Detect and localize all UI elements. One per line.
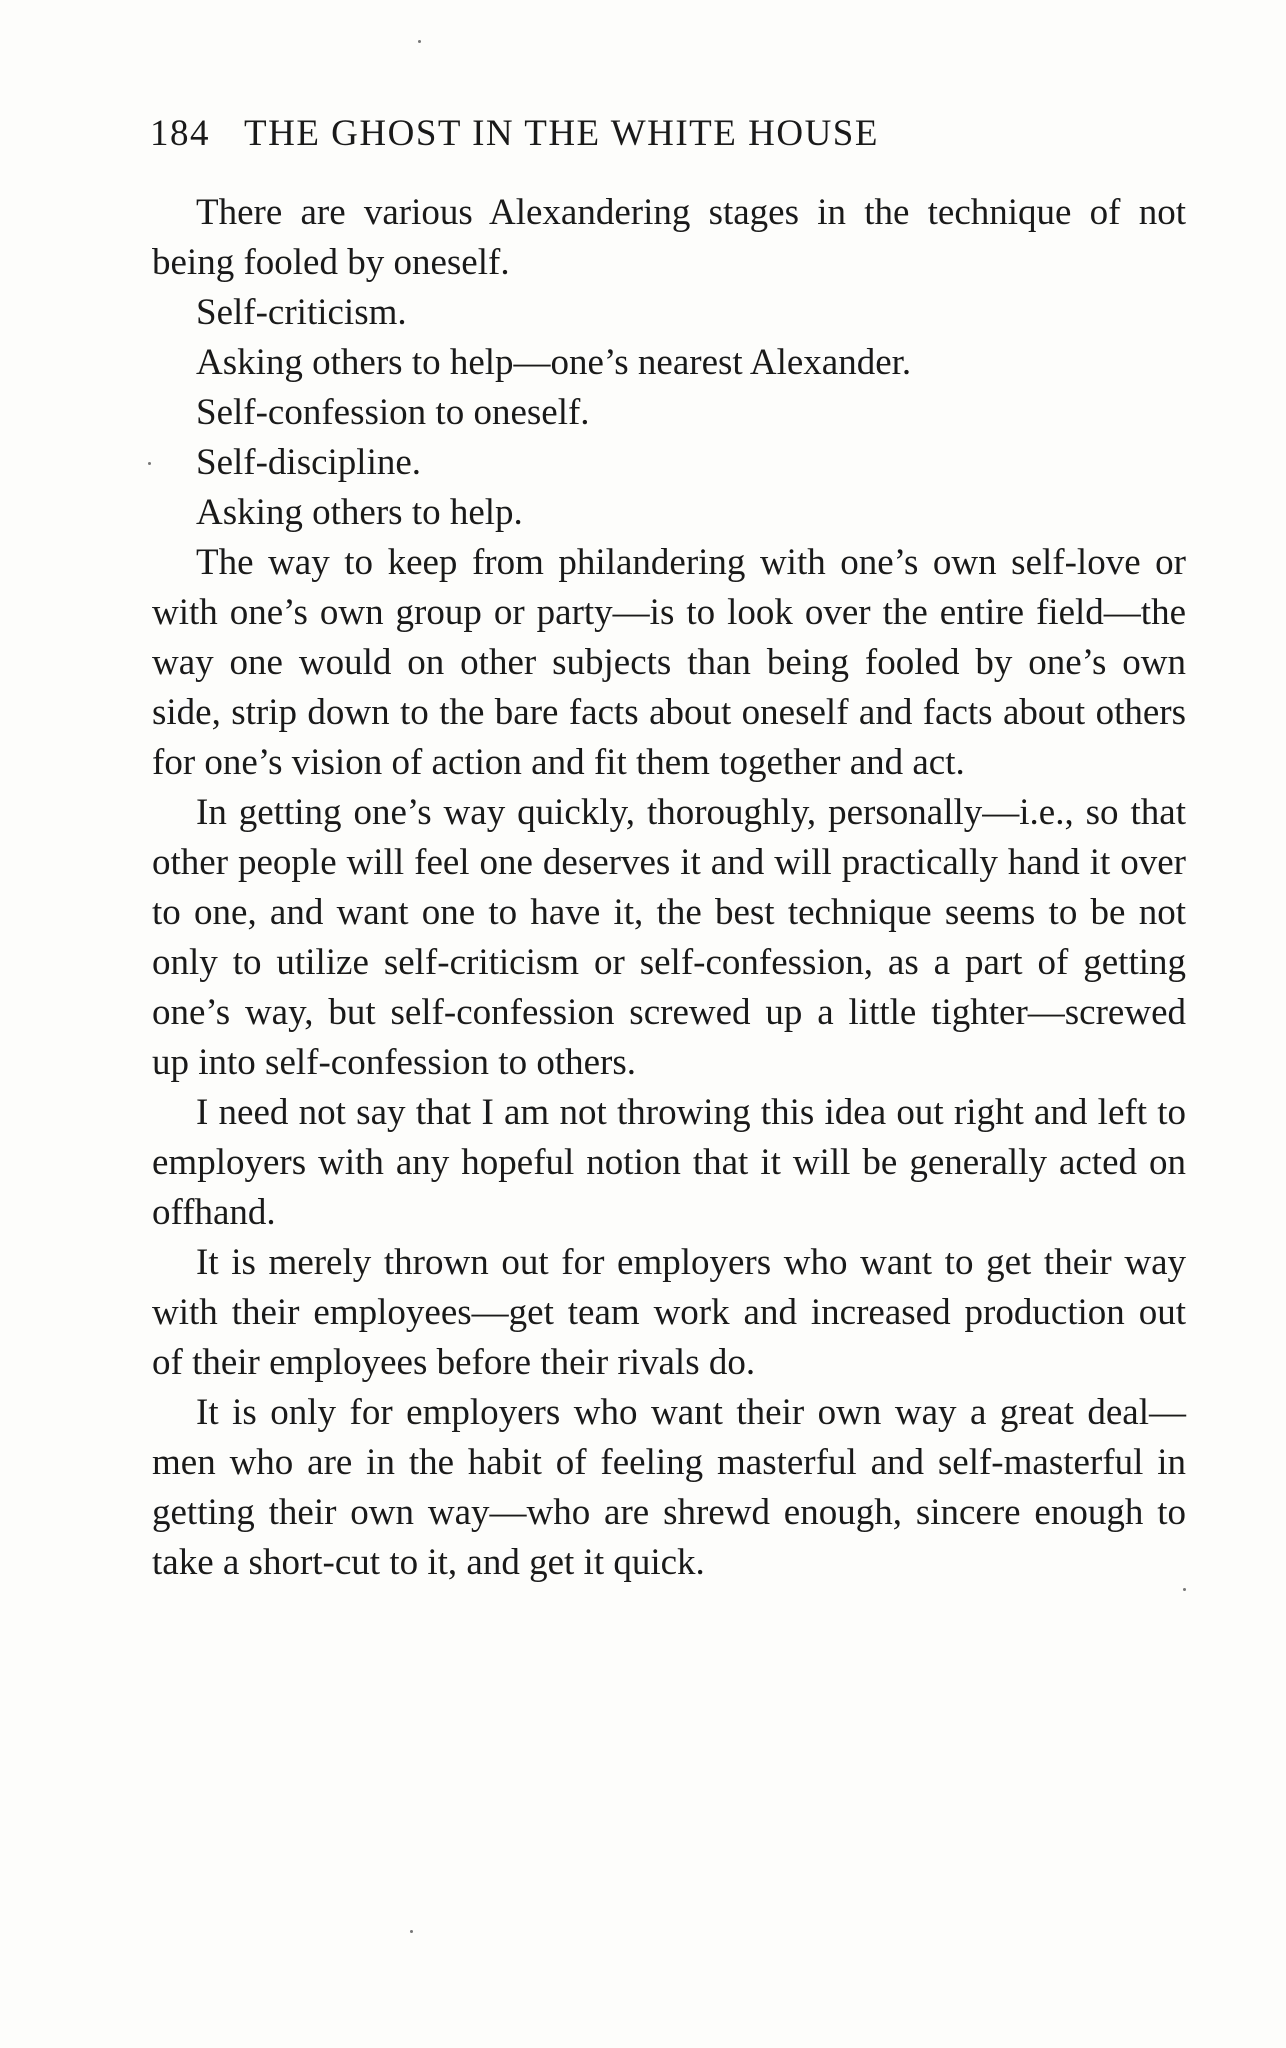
list-item-2: Asking others to help—one’s nearest Alexander. <box>196 342 912 383</box>
paragraph-3: In getting one’s way quickly, thoroughly, personally—i.e., so that other people will feel one deserves it and will practically hand it over to one, and want one to have it, the best technique seems to be not only to utilize self-criticism or self-confession, as a part of getting one’s way, but self-confession screwed up a little tighter—screwed up into self-confession to others. <box>152 792 1186 1083</box>
page-number: 184 <box>150 113 210 154</box>
list-item-3: Self-confession to oneself. <box>196 392 590 433</box>
paragraph-4: I need not say that I am not throwing this idea out right and left to employers with any hopeful notion that it will be generally acted on offhand. <box>152 1092 1186 1233</box>
scan-speck <box>410 1930 413 1933</box>
list-item-5: Asking others to help. <box>196 492 523 533</box>
paragraph-5: It is merely thrown out for employers who want to get their way with their employees—get team work and increased production out of their employees before their rivals do. <box>152 1242 1186 1383</box>
body-text <box>152 188 1186 1588</box>
running-title: THE GHOST IN THE WHITE HOUSE <box>244 113 879 154</box>
paragraph-2: The way to keep from philandering with one’s own self-love or with one’s own group or party—is to look over the entire field—the way one would on other subjects than being fooled by one’s own side, strip down to the bare facts about oneself and facts about others for one’s vision of action and fit them together and act. <box>152 542 1186 783</box>
scan-speck <box>418 40 421 43</box>
running-head <box>150 112 1150 155</box>
paragraph-6: It is only for employers who want their own way a great deal—men who are in the habit of feeling masterful and self-masterful in getting their own way—who are shrewd enough, sincere enough to take a short-cut to it, and get it quick. <box>152 1392 1186 1583</box>
list-item-1: Self-criticism. <box>196 292 407 333</box>
scan-speck <box>1183 1588 1186 1591</box>
scan-speck <box>148 462 151 465</box>
list-item-4: Self-discipline. <box>196 442 422 483</box>
paragraph-1: There are various Alexandering stages in the technique of not being fooled by oneself. <box>152 192 1186 283</box>
